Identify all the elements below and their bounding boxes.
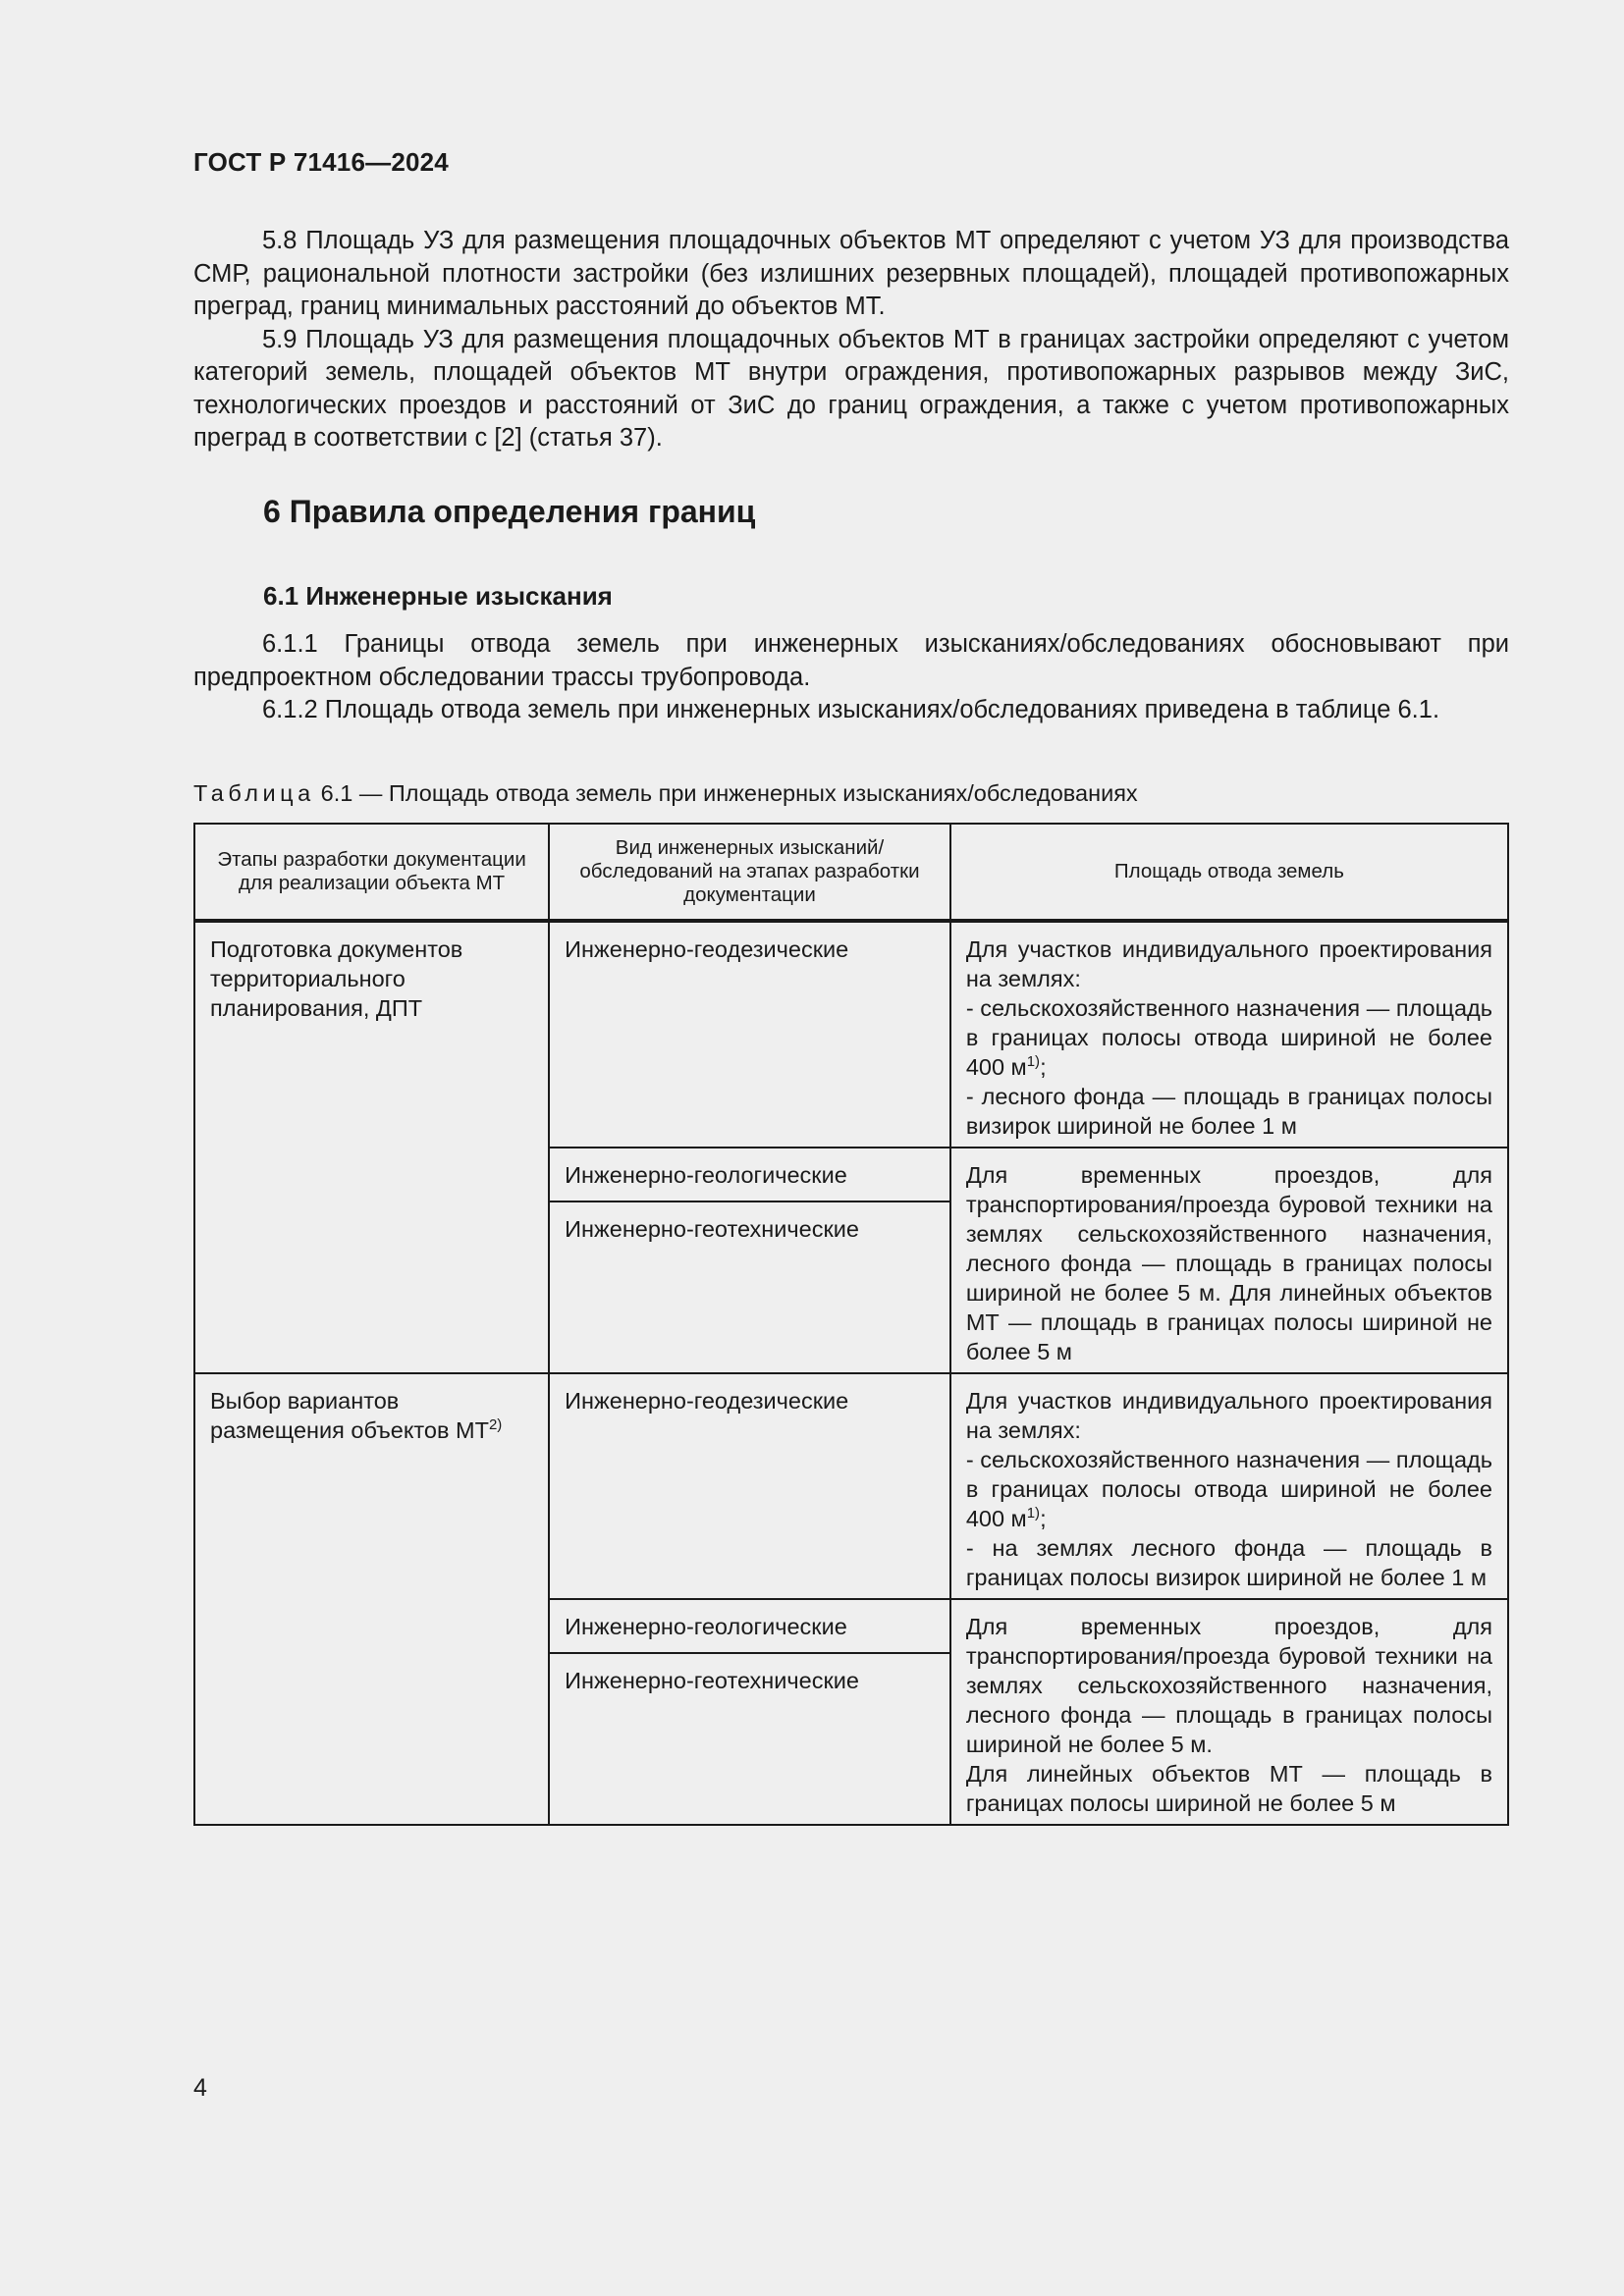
land-area-table	[193, 823, 1509, 1826]
paragraph-6-1-1: 6.1.1 Границы отвода земель при инженерных изысканиях/обследованиях обосновывают при предпроектном обследовании трассы трубопровода.	[193, 630, 1509, 691]
table-caption	[193, 780, 1138, 807]
section-5-paragraphs	[193, 225, 1509, 455]
table-row	[194, 921, 1508, 1148]
header-survey-type: Вид инженерных изысканий/ обследований на этапах разработки документации	[549, 824, 950, 921]
footnote-ref: 2)	[488, 1416, 503, 1433]
area-cell: Для временных проездов, для транспортирования/проезда буровой техники на землях сельскохозяйственного назначения, лесного фонда — площадь в границах полосы шириной не более 5 м. Для линейных объектов МТ — площадь в границах полосы шириной не более 5 м	[950, 1148, 1508, 1373]
area-text	[966, 1445, 1492, 1533]
stage-text: Выбор вариантов размещения объектов МТ	[210, 1388, 489, 1443]
area-text: - лесного фонда — площадь в границах полосы визирок шириной не более 1 м	[965, 1084, 1492, 1139]
area-text: Для участков индивидуального проектирования на землях:	[965, 1388, 1492, 1443]
paragraph-6-1-2: 6.1.2 Площадь отвода земель при инженерных изысканиях/обследованиях приведена в таблице 6.1.	[262, 696, 1440, 723]
header-land-area: Площадь отвода земель	[950, 824, 1508, 921]
table-caption-text: 6.1 — Площадь отвода земель при инженерных изысканиях/обследованиях	[320, 780, 1138, 806]
section-title: 6 Правила определения границ	[263, 494, 756, 529]
paragraph-5-8: 5.8 Площадь УЗ для размещения площадочных объектов МТ определяют с учетом УЗ для производства СМР, рациональной плотности застройки (без излишних резервных площадей), площадей противопожарных преград, границ минимальных расстояний до объектов МТ.	[193, 227, 1509, 320]
area-cell	[950, 1599, 1508, 1825]
area-cell	[950, 921, 1508, 1148]
survey-cell: Инженерно-геологические	[549, 1599, 950, 1653]
footnote-ref: 1)	[1026, 1053, 1041, 1070]
area-text-part: - сельскохозяйственного назначения — площадь в границах полосы отвода шириной не более 400 м	[965, 1447, 1492, 1531]
area-cell	[950, 1373, 1508, 1599]
area-text: Для линейных объектов МТ — площадь в границах полосы шириной не более 5 м	[965, 1761, 1492, 1816]
area-text: Для участков индивидуального проектирования на землях:	[965, 936, 1492, 991]
survey-cell: Инженерно-геотехнические	[549, 1653, 950, 1825]
survey-cell: Инженерно-геодезические	[549, 1373, 950, 1599]
area-text: Для временных проездов, для транспортирования/проезда буровой техники на землях сельскохозяйственного назначения, лесного фонда — площадь в границах полосы шириной не более 5 м.	[965, 1614, 1492, 1757]
paragraph-5-9: 5.9 Площадь УЗ для размещения площадочных объектов МТ в границах застройки определяют с учетом категорий земель, площадей объектов МТ внутри ограждения, противопожарных разрывов между ЗиС, технологических проездов и расстояний от ЗиС до границ ограждения, а также с учетом противопожарных преград в соответствии с [2] (статья 37).	[193, 325, 1509, 452]
footnote-ref: 1)	[1026, 1505, 1041, 1522]
subsection-title: 6.1 Инженерные изыскания	[263, 581, 613, 611]
document-header: ГОСТ Р 71416—2024	[193, 147, 449, 177]
table-row	[194, 1373, 1508, 1599]
table-header-row	[194, 824, 1508, 921]
table-caption-label: Таблица	[193, 780, 315, 806]
header-stages: Этапы разработки документации для реализации объекта МТ	[194, 824, 549, 921]
area-text	[966, 993, 1492, 1082]
page-number: 4	[193, 2074, 207, 2102]
survey-cell: Инженерно-геотехнические	[549, 1201, 950, 1373]
survey-cell: Инженерно-геологические	[549, 1148, 950, 1201]
survey-cell: Инженерно-геодезические	[549, 921, 950, 1148]
stage-cell	[194, 1373, 549, 1825]
area-text-part: ;	[1040, 1506, 1047, 1531]
section-6-1-paragraphs	[193, 628, 1509, 727]
area-text-part: ;	[1040, 1054, 1047, 1080]
area-text-part: - сельскохозяйственного назначения — площадь в границах полосы отвода шириной не более 400 м	[965, 995, 1492, 1080]
area-text: - на землях лесного фонда — площадь в границах полосы визирок шириной не более 1 м	[965, 1535, 1492, 1590]
stage-cell: Подготовка документов территориального планирования, ДПТ	[194, 921, 549, 1373]
